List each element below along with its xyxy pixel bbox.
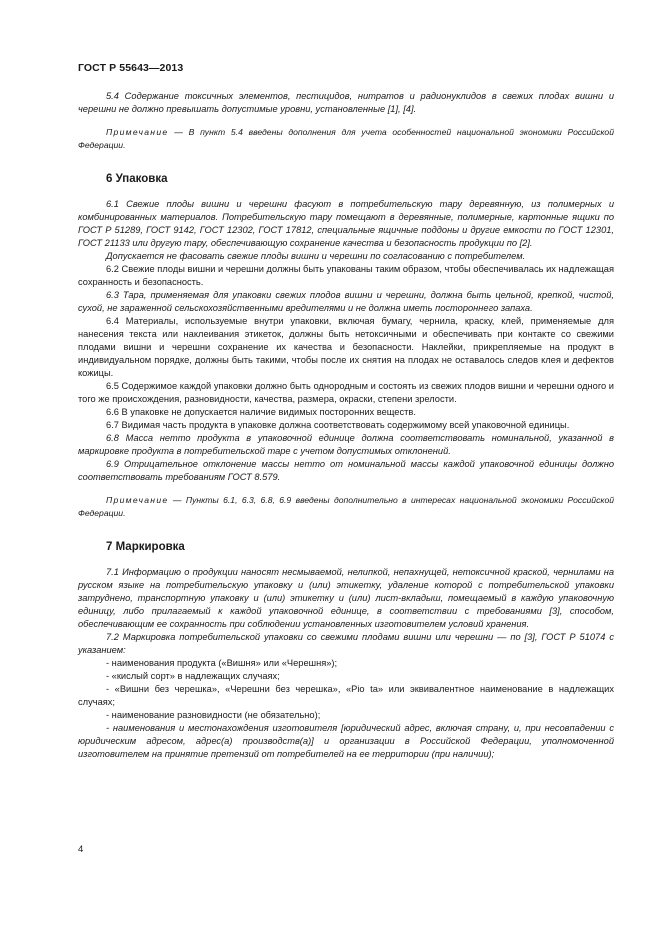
note-label: Примечание <box>106 127 169 137</box>
note-5-4 <box>78 126 614 151</box>
list-item: - «кислый сорт» в надлежащих случаях; <box>106 671 280 681</box>
section-title-7: 7 Маркировка <box>106 541 185 553</box>
list-item: - «Вишни без черешка», «Черешни без черешка», «Pio ta» или эквивалентное наименование в надлежащих случаях; <box>78 684 614 707</box>
paragraph-6-1: 6.1 Свежие плоды вишни и черешни фасуют в потребительскую тару деревянную, из полимерных и комбинированных материалов. Потребительскую тару помещают в деревянные, полимерные, картонные ящики по ГОСТ Р 51289, ГОСТ 9142, ГОСТ 12302, ГОСТ 17812, специальные ящичные поддоны и другие емкости по ГОСТ 12301, ГОСТ 21133 или другую тару, обеспечивающую сохранение качества и безопасность продукции по [2]. <box>78 199 614 248</box>
note-text: — Пункты 6.1, 6.3, 6.8, 6.9 введены дополнительно в интересах национальной экономики Российской Федерации. <box>78 495 614 518</box>
paragraph-6-5: 6.5 Содержимое каждой упаковки должно быть однородным и состоять из свежих плодов вишни и черешни одного и того же происхождения, разновидности, качества, размера, окраски, степени зрелости. <box>78 381 614 404</box>
paragraph-7-2: 7.2 Маркировка потребительской упаковки со свежими плодами вишни или черешни — по [3], ГОСТ Р 51074 с указанием: <box>78 632 614 655</box>
paragraph-6-9: 6.9 Отрицательное отклонение массы нетто от номинальной массы каждой упаковочной единицы должно соответствовать требованиям ГОСТ 8.579. <box>78 459 614 482</box>
list-item: - наименования и местонахождения изготовителя [юридический адрес, включая страну, и, при несовпадении с юридическим адресом, адрес(а) производств(а)] и организации в Российской Федерации, уполномоченной изготовителем на принятие претензий от потребителей на ее территории (при наличии); <box>78 723 614 759</box>
paragraph-6-3: 6.3 Тара, применяемая для упаковки свежих плодов вишни и черешни, должна быть цельной, крепкой, чистой, сухой, не зараженной сельскохозяйственными вредителями и не должна иметь постороннего запаха. <box>78 290 614 313</box>
page-content <box>78 90 614 761</box>
paragraph-5-4: 5.4 Содержание токсичных элементов, пестицидов, нитратов и радионуклидов в свежих плодах вишни и черешни не должно превышать допустимые уровни, установленные [1], [4]. <box>78 91 614 114</box>
paragraph-6-7: 6.7 Видимая часть продукта в упаковке должна соответствовать содержимому всей упаковочной единицы. <box>106 420 570 430</box>
note-text: — В пункт 5.4 введены дополнения для учета особенностей национальной экономики Российской Федерации. <box>78 127 614 150</box>
paragraph-6-4: 6.4 Материалы, используемые внутри упаковки, включая бумагу, чернила, краску, клей, применяемые для нанесения текста или наклеивания этикеток, должны быть нетоксичными и обеспечивать при контакте со свежими плодами вишни и черешни сохранение их качества и безопасности. Наклейки, прикрепляемые на продукт в индивидуальном порядке, должны быть такими, чтобы после их снятия на плодах не оставалось следов клея и дефектов кожицы. <box>78 316 614 378</box>
document-header: ГОСТ Р 55643—2013 <box>78 62 184 74</box>
section-title-6: 6 Упаковка <box>106 173 168 185</box>
paragraph-6-8: 6.8 Масса нетто продукта в упаковочной единице должна соответствовать номинальной, указанной в маркировке продукта в потребительской таре с учетом допустимых отклонений. <box>78 433 614 456</box>
paragraph-6-6: 6.6 В упаковке не допускается наличие видимых посторонних веществ. <box>106 407 416 417</box>
list-item: - наименование разновидности (не обязательно); <box>106 710 321 720</box>
paragraph-6-2: 6.2 Свежие плоды вишни и черешни должны быть упакованы таким образом, чтобы обеспечивалась их надлежащая сохранность и безопасность. <box>78 264 614 287</box>
paragraph-6-1b: Допускается не фасовать свежие плоды вишни и черешни по согласованию с потребителем. <box>106 251 526 261</box>
paragraph-7-1: 7.1 Информацию о продукции наносят несмываемой, нелипкой, непахнущей, нетоксичной краской, чернилами на русском языке на потребительскую упаковку и (или) этикетку, удаление которой с потребительской упаковки затруднено, транспортную упаковку и (или) этикетку и (или) лист-вкладыш, помещаемый в каждую упаковочную единицу, либо прилагаемый к каждой упаковочной единице, в соответствии с требованиями [3], способом, обеспечивающим ее сохранность при соблюдении установленных изготовителем условий хранения. <box>78 567 614 629</box>
note-label: Примечание <box>106 495 169 505</box>
page-number: 4 <box>78 844 84 855</box>
note-6 <box>78 494 614 519</box>
list-item: - наименования продукта («Вишня» или «Черешня»); <box>106 658 338 668</box>
